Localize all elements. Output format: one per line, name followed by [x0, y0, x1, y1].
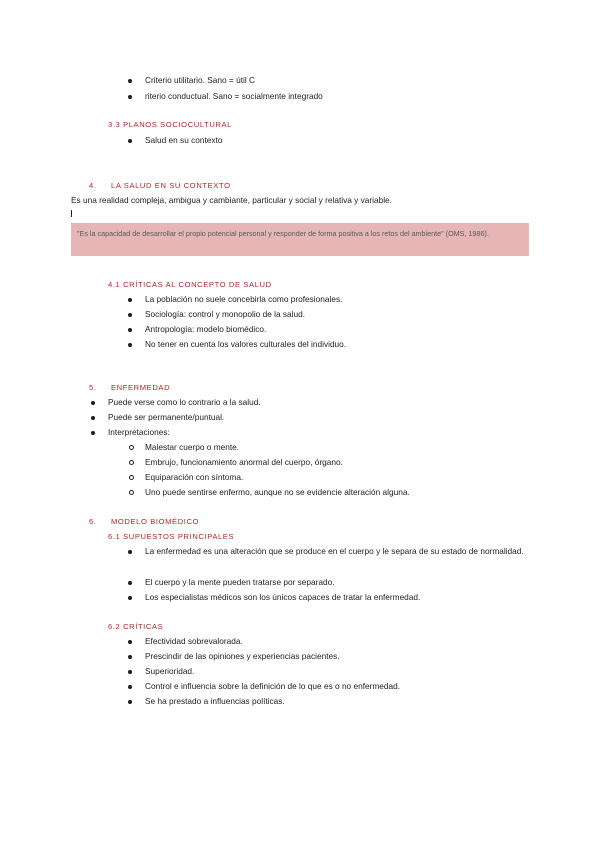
- section-number: 6.: [89, 517, 97, 526]
- sub-list-item: Uno puede sentirse enfermo, aunque no se evidencie alteración alguna.: [145, 487, 410, 497]
- quote-box: [71, 223, 529, 256]
- list-item: Superioridad.: [145, 666, 195, 676]
- list-item: Antropología: modelo biomédico.: [145, 324, 267, 334]
- list-item: Sociología: control y monopolio de la salud.: [145, 309, 306, 319]
- list-item: Puede verse como lo contrario a la salud.: [108, 397, 261, 407]
- list-item: Criterio utilitario. Sano = útil C: [145, 75, 255, 85]
- list-item: Los especialistas médicos son los únicos capaces de tratar la enfermedad.: [145, 592, 421, 602]
- section-heading-5: [89, 382, 170, 393]
- sub-list-item: Embrujo, funcionamiento anormal del cuerpo, órgano.: [145, 457, 343, 467]
- list-item: Efectividad sobrevalorada.: [145, 636, 243, 646]
- list-item: El cuerpo y la mente pueden tratarse por separado.: [145, 577, 335, 587]
- section-title: ENFERMEDAD: [111, 383, 171, 392]
- intro-paragraph: Es una realidad compleja, ambigua y cambiante, particular y social y relativa y variable.: [71, 195, 392, 205]
- section-title: MODELO BIOMÉDICO: [111, 517, 200, 526]
- section-number: 4.: [89, 181, 97, 190]
- list-item: No tener en cuenta los valores culturales del individuo.: [145, 339, 347, 349]
- section-number: 5.: [89, 383, 97, 392]
- section-heading-4: [89, 180, 231, 191]
- quote-text: "Es la capacidad de desarrollar el propio potencial personal y responder de forma positiva a los retos del ambiente" (OMS, 1986).: [77, 229, 489, 238]
- section-heading-6: [89, 516, 199, 527]
- list-item: Se ha prestado a influencias políticas.: [145, 696, 285, 706]
- section-heading-6-2: 6.2 CRÍTICAS: [108, 622, 164, 631]
- text-cursor: [71, 210, 72, 217]
- section-heading-3-3: 3.3 PLANOS SOCIOCULTURAL: [108, 120, 232, 129]
- section-title: LA SALUD EN SU CONTEXTO: [111, 181, 231, 190]
- list-item: Control e influencia sobre la definición de lo que es o no enfermedad.: [145, 681, 401, 691]
- list-item: riterio conductual. Sano = socialmente integrado: [145, 91, 323, 101]
- list-item: La población no suele concebirla como profesionales.: [145, 294, 343, 304]
- sub-list-item: Equiparación con síntoma.: [145, 472, 244, 482]
- list-item: Puede ser permanente/puntual.: [108, 412, 225, 422]
- list-item: Salud en su contexto: [145, 135, 223, 145]
- sub-list-item: Malestar cuerpo o mente.: [145, 442, 240, 452]
- section-heading-6-1: 6.1 SUPUESTOS PRINCIPALES: [108, 532, 235, 541]
- section-heading-4-1: 4.1 CRÍTICAS AL CONCEPTO DE SALUD: [108, 280, 272, 289]
- list-item: La enfermedad es una alteración que se produce en el cuerpo y le separa de su estado de normalidad.: [145, 546, 528, 557]
- list-item: Prescindir de las opiniones y experiencias pacientes.: [145, 651, 340, 661]
- list-item: Interpretaciones:: [108, 427, 170, 437]
